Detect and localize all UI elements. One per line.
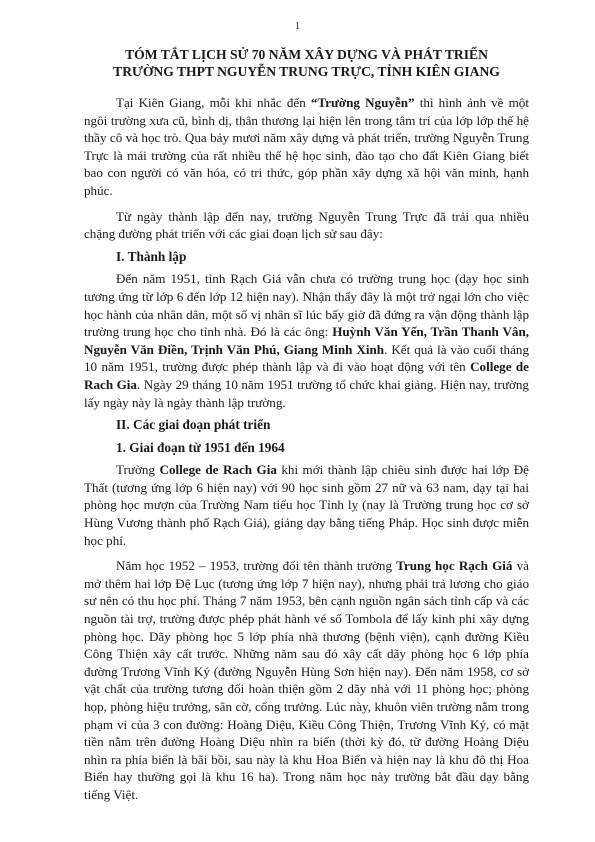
school-name-bold: College de Rach Gia (159, 462, 277, 478)
founder-names: Huỳnh Văn Yến, Trần Thanh Vân, Nguyễn Văn Điền, Trịnh Văn Phú, Giang Minh Xinh (84, 324, 529, 357)
period-paragraph-2: Năm học 1952 – 1953, trường đổi tên thành trường Trung học Rạch Giá và mở thêm hai lớp Đệ Lục (tương ứng lớp 7 hiện nay), nhưng phải trả lương cho giáo sư nên có thu học phí. Tháng 7 năm 1953, bên cạnh nguồn ngân sách tỉnh cấp và các nguồn tài trợ, trường được phép phát hành vé số Tombola để lấy kinh phí xây dựng phòng học. Dãy phòng học 5 lớp phía nhà thương (bệnh viện), cạnh đường Kiều Công Thiện xây cất trước. Những năm sau đó xây cất dãy phòng học 6 lớp phía đường Trương Vĩnh Ký (đường Nguyễn Hùng Sơn hiện nay). Đến năm 1958, cơ sở vật chất của trường tương đối hoàn thiện gồm 2 dãy nhà với 11 phòng học; phòng họp, phòng hiệu trưởng, sân cờ, cổng trường. Lúc này, khuôn viên trường nằm trong phạm vi của 3 con đường: Hoàng Diệu, Kiều Công Thiện, Trương Vĩnh Ký, có mặt tiền nằm trên đường Hoàng Diệu nhìn ra biển (thời kỳ đó, từ đường Hoàng Diệu nhìn ra phía biển là bãi bồi, sau này là khu Hoa Biển và hiện nay là khu đô thị Hoa Biển hay thường gọi là khu 16 ha). Trong năm học này trường bắt đầu dạy bằng tiếng Việt. (84, 558, 529, 802)
period-paragraph-1: Trường College de Rach Gia khi mới thành lập chiêu sinh được hai lớp Đệ Thất (tương ứng lớp 6 hiện nay) với 90 học sinh gồm 27 nữ và 63 nam, dạy tại hai phòng học mượn của Trường Nam tiểu học Tỉnh lỵ (nay là Trường trung học cơ sở Hùng Vương thành phố Rạch Giá), giảng dạy bằng tiếng Pháp. Học sinh được miễn học phí. (84, 462, 529, 548)
intro-paragraph-1: Tại Kiên Giang, mỗi khi nhắc đến “Trường Nguyễn” thì hình ảnh về một ngôi trường xưa cũ, bình dị, thân thương lại hiện lên trong tâm trí của lớp lớp thế hệ thầy cô và học trò. Qua bảy mươi năm xây dựng và phát triển, trường Nguyễn Trung Trực là mái trường của rất nhiều thế hệ học sinh, đào tạo cho đất Kiên Giang biết bao con người có văn hóa, có tri thức, góp phần xây dựng xã hội văn minh, hạnh phúc. (84, 95, 529, 198)
school-original-name: College de Rach Gia (84, 359, 529, 392)
school-renamed-bold: Trung học Rạch Giá (396, 558, 513, 574)
title-line-1: TÓM TẮT LỊCH SỬ 70 NĂM XÂY DỰNG VÀ PHÁT TRIỂN (125, 47, 488, 62)
section-heading-development: II. Các giai đoạn phát triển (116, 417, 271, 433)
subsection-heading-1951-1964: 1. Giai đoạn từ 1951 đến 1964 (116, 439, 285, 455)
intro-paragraph-2: Từ ngày thành lập đến nay, trường Nguyễn Trung Trực đã trải qua nhiều chặng đường phát triển với các giai đoạn lịch sử sau đây: (84, 208, 529, 242)
founding-paragraph: Đến năm 1951, tỉnh Rạch Giá vẫn chưa có trường trung học (dạy học sinh tương ứng từ lớp 6 đến lớp 12 hiện nay). Nhận thấy đây là một trở ngại lớn cho việc học hành của nhân dân, một số vị nhân sĩ lúc bấy giờ đã đứng ra vận động thành lập trường trung học cho tỉnh nhà. Đó là các ông: Huỳnh Văn Yến, Trần Thanh Vân, Nguyễn Văn Điền, Trịnh Văn Phú, Giang Minh Xinh. Kết quả là vào cuối tháng 10 năm 1951, trường được phép thành lập và đi vào hoạt động với tên College de Rach Gia. Ngày 29 tháng 10 năm 1951 trường tổ chức khai giảng. Hiện nay, trường lấy ngày này là ngày thành lập trường. (84, 271, 529, 410)
bold-term: “Trường Nguyễn” (310, 95, 415, 110)
title-line-2: TRƯỜNG THPT NGUYỄN TRUNG TRỰC, TỈNH KIÊN GIANG (113, 64, 500, 79)
document-title (84, 0, 529, 80)
page-number: 1 (295, 21, 300, 32)
section-heading-founding: I. Thành lập (116, 248, 187, 264)
